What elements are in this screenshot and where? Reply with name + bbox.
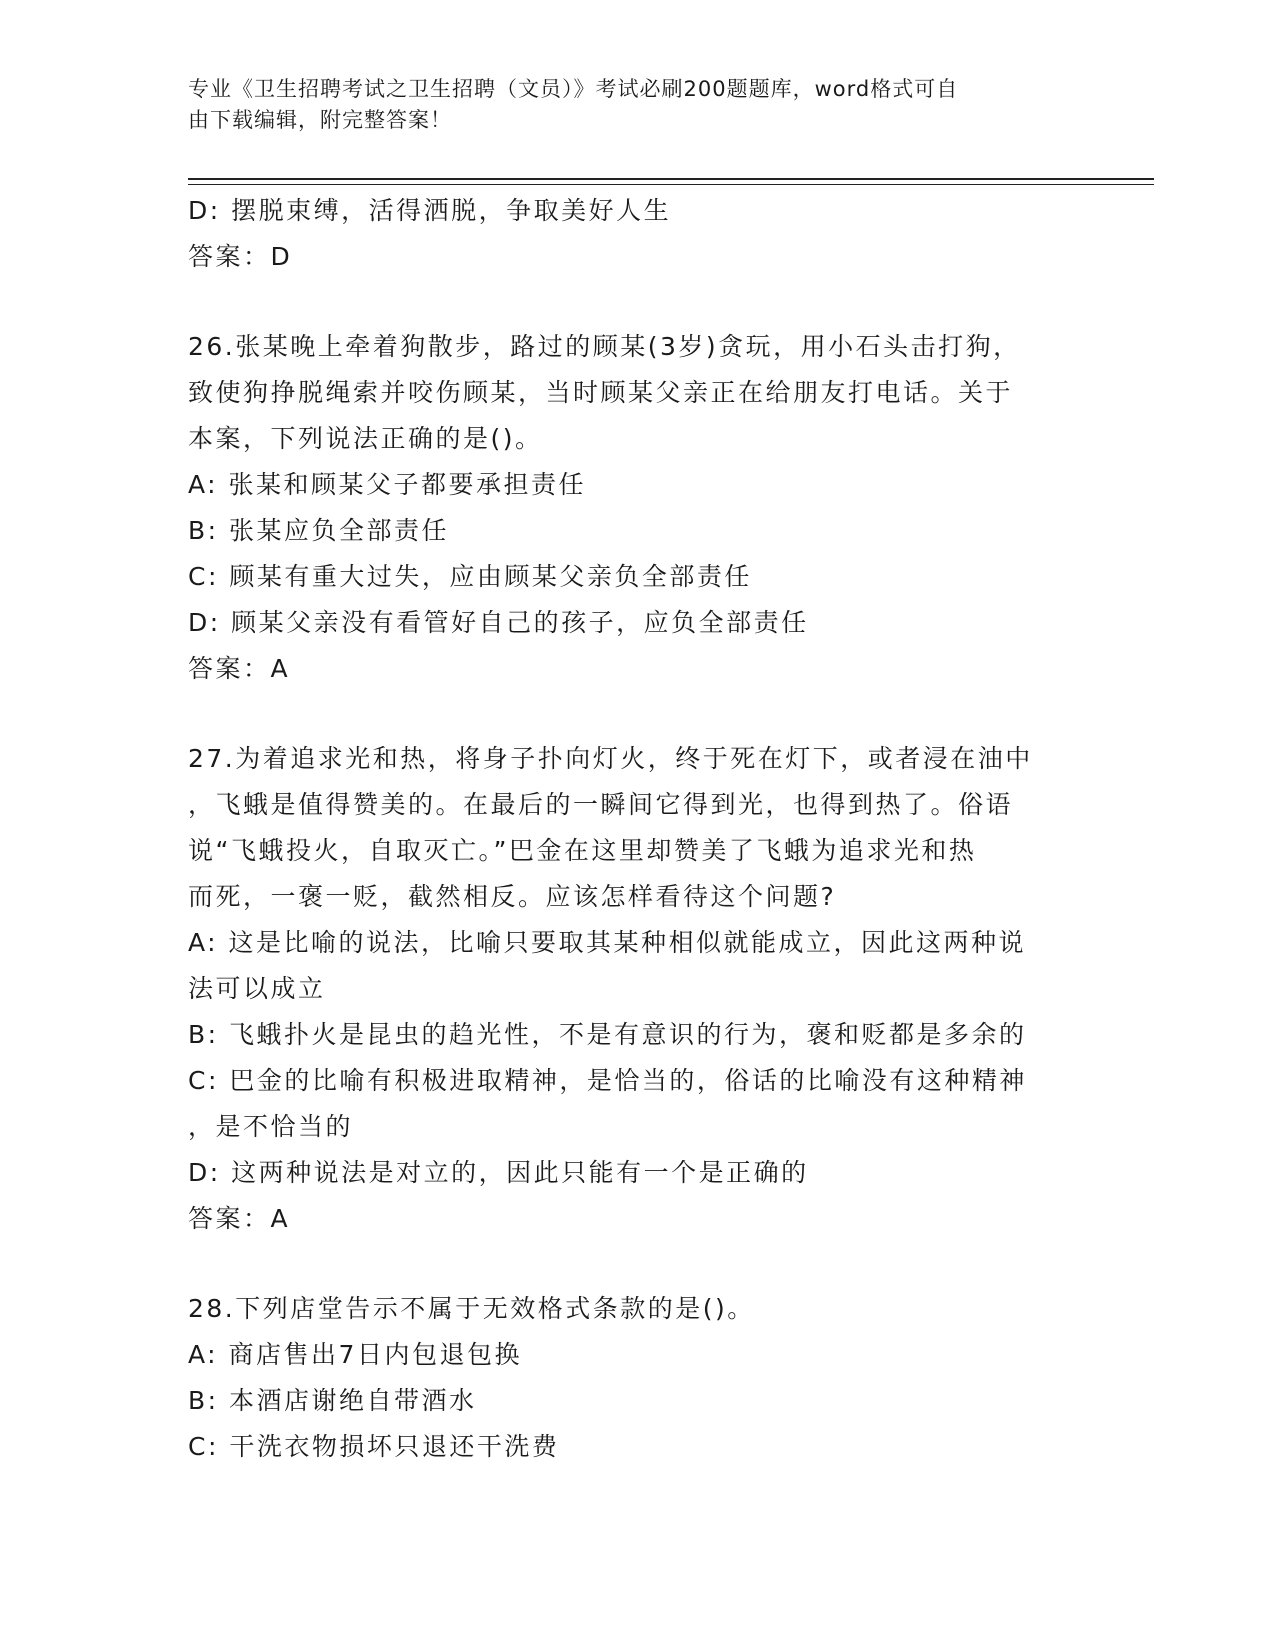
header-line-2: 由下载编辑，附完整答案！	[188, 108, 452, 132]
question-stem-line: 26.张某晚上牵着狗散步，路过的顾某(3岁)贪玩，用小石头击打狗，	[188, 332, 1021, 361]
header-line-1: 专业《卫生招聘考试之卫生招聘（文员）》考试必刷200题题库，word格式可自	[188, 77, 959, 101]
header-divider-thick	[188, 178, 1154, 180]
question-stem-line: 而死，一褒一贬，截然相反。应该怎样看待这个问题?	[188, 882, 837, 911]
option-b: B: 飞蛾扑火是昆虫的趋光性，不是有意识的行为，褒和贬都是多余的	[188, 1020, 1027, 1049]
option-b: B: 张某应负全部责任	[188, 516, 450, 545]
question-28	[188, 1286, 1088, 1470]
option-c: C: 巴金的比喻有积极进取精神，是恰当的，俗话的比喻没有这种精神	[188, 1066, 1027, 1095]
question-26	[188, 324, 1088, 692]
option-a: A: 这是比喻的说法，比喻只要取其某种相似就能成立，因此这两种说	[188, 928, 1027, 957]
option-d: D: 顾某父亲没有看管好自己的孩子，应负全部责任	[188, 608, 809, 637]
option-a-continuation: 法可以成立	[188, 974, 326, 1003]
document-header	[188, 74, 1068, 136]
answer-line: 答案：A	[188, 1204, 291, 1233]
spacer	[188, 280, 1088, 324]
question-stem-line: 致使狗挣脱绳索并咬伤顾某，当时顾某父亲正在给朋友打电话。关于	[188, 378, 1014, 407]
answer-line: 答案：D	[188, 242, 293, 271]
question-stem-line: 说“飞蛾投火，自取灭亡。”巴金在这里却赞美了飞蛾为追求光和热	[188, 836, 977, 865]
option-a: A: 张某和顾某父子都要承担责任	[188, 470, 587, 499]
question-27	[188, 736, 1088, 1242]
answer-line: 答案：A	[188, 654, 291, 683]
option-c-continuation: ，是不恰当的	[188, 1112, 354, 1141]
option-d: D: 摆脱束缚，活得洒脱，争取美好人生	[188, 196, 672, 225]
option-b: B: 本酒店谢绝自带酒水	[188, 1386, 477, 1415]
option-c: C: 干洗衣物损坏只退还干洗费	[188, 1432, 560, 1461]
question-stem-line: 28.下列店堂告示不属于无效格式条款的是()。	[188, 1294, 755, 1323]
question-stem-line: 本案，下列说法正确的是()。	[188, 424, 543, 453]
header-divider-thin	[188, 184, 1154, 185]
question-content	[188, 188, 1088, 1470]
spacer	[188, 692, 1088, 736]
option-a: A: 商店售出7日内包退包换	[188, 1340, 522, 1369]
spacer	[188, 1242, 1088, 1286]
option-c: C: 顾某有重大过失，应由顾某父亲负全部责任	[188, 562, 752, 591]
question-stem-line: ，飞蛾是值得赞美的。在最后的一瞬间它得到光，也得到热了。俗语	[188, 790, 1014, 819]
question-stem-line: 27.为着追求光和热，将身子扑向灯火，终于死在灯下，或者浸在油中	[188, 744, 1033, 773]
question-25-tail	[188, 188, 1088, 280]
option-d: D: 这两种说法是对立的，因此只能有一个是正确的	[188, 1158, 809, 1187]
